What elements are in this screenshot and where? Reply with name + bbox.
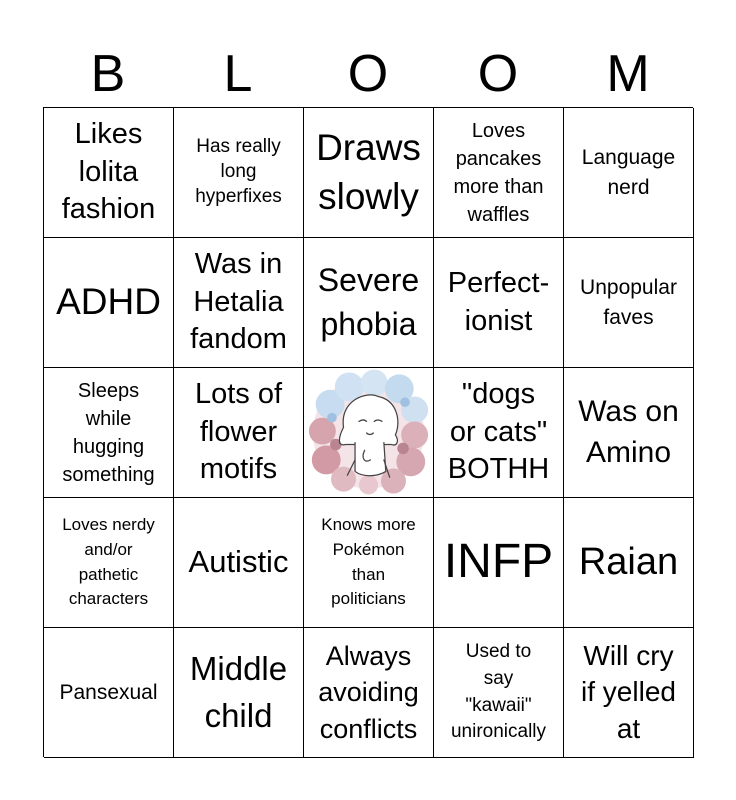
bingo-cell[interactable] bbox=[44, 368, 174, 498]
bingo-cell[interactable] bbox=[564, 108, 694, 238]
bingo-cell[interactable] bbox=[564, 238, 694, 368]
bingo-cell[interactable] bbox=[174, 498, 304, 628]
bingo-title bbox=[43, 40, 693, 108]
bingo-cell[interactable] bbox=[174, 108, 304, 238]
title-letter-b: B bbox=[90, 45, 126, 103]
bingo-board bbox=[43, 107, 693, 757]
cell-text: Will cry if yelled at bbox=[581, 639, 676, 744]
bingo-cell[interactable] bbox=[434, 108, 564, 238]
cell-text: Lots of flower motifs bbox=[194, 377, 283, 486]
bingo-cell[interactable] bbox=[434, 628, 564, 758]
bingo-cell[interactable] bbox=[44, 628, 174, 758]
cell-text: Loves pancakes more than waffles bbox=[453, 119, 544, 226]
cell-text: Was in Hetalia fandom bbox=[190, 247, 287, 356]
bingo-cell[interactable] bbox=[304, 628, 434, 758]
bingo-cell[interactable] bbox=[434, 238, 564, 368]
bingo-cell[interactable] bbox=[174, 628, 304, 758]
title-letter-o2: O bbox=[477, 45, 519, 103]
cell-text: Likes lolita fashion bbox=[61, 117, 156, 226]
cell-text: Draws slowly bbox=[316, 127, 421, 217]
cell-text: Raian bbox=[578, 540, 679, 583]
title-letter-l: L bbox=[223, 45, 253, 103]
title-letter-o1: O bbox=[347, 45, 389, 103]
bingo-cell[interactable] bbox=[174, 368, 304, 498]
cell-text: Autistic bbox=[188, 544, 289, 580]
bingo-cell[interactable] bbox=[564, 368, 694, 498]
cell-text: Perfect- ionist bbox=[447, 266, 550, 337]
cell-text: Used to say "kawaii" unironically bbox=[450, 641, 547, 743]
cell-text: Middle child bbox=[189, 650, 288, 734]
cell-text: ADHD bbox=[56, 281, 161, 323]
cell-text: Unpopular faves bbox=[580, 276, 677, 329]
cell-text: Pansexual bbox=[59, 680, 158, 704]
cell-text: Always avoiding conflicts bbox=[318, 640, 419, 744]
bingo-cell[interactable] bbox=[304, 108, 434, 238]
cell-text: Language nerd bbox=[581, 146, 676, 199]
title-letter-m: M bbox=[606, 45, 650, 103]
cell-text: INFP bbox=[443, 535, 554, 589]
bingo-cell[interactable] bbox=[44, 238, 174, 368]
bingo-cell[interactable] bbox=[174, 238, 304, 368]
cell-text: Was on Amino bbox=[578, 395, 679, 469]
bingo-cell[interactable] bbox=[434, 368, 564, 498]
character-flower-icon bbox=[307, 369, 430, 497]
cell-text: "dogs or cats" BOTHH bbox=[447, 377, 550, 486]
bingo-cell[interactable] bbox=[564, 498, 694, 628]
bingo-cell[interactable] bbox=[304, 238, 434, 368]
free-space[interactable] bbox=[304, 368, 434, 498]
cell-text: Sleeps while hugging something bbox=[62, 379, 155, 486]
cell-text: Knows more Pokémon than politicians bbox=[321, 515, 416, 609]
cell-text: Loves nerdy and/or pathetic characters bbox=[62, 515, 155, 609]
bingo-cell[interactable] bbox=[44, 108, 174, 238]
bingo-cell[interactable] bbox=[304, 498, 434, 628]
bingo-cell[interactable] bbox=[564, 628, 694, 758]
bingo-cell[interactable] bbox=[434, 498, 564, 628]
cell-text: Severe phobia bbox=[317, 262, 420, 342]
bingo-cell[interactable] bbox=[44, 498, 174, 628]
cell-text: Has really long hyperfixes bbox=[195, 136, 282, 207]
